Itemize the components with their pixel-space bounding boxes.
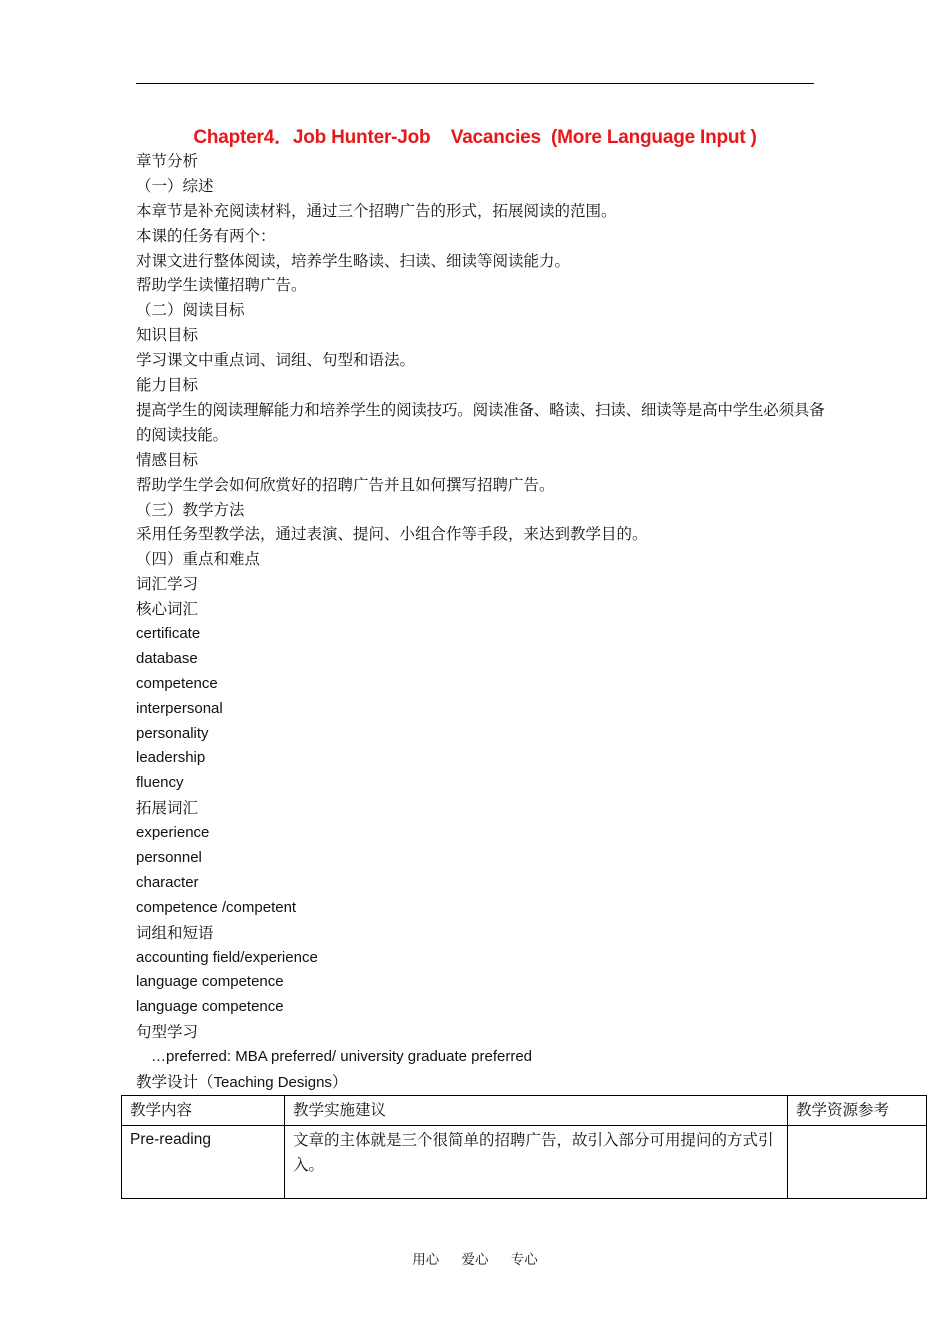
subsection-heading: （三）教学方法: [136, 500, 245, 519]
vocab-word: competence /competent: [136, 898, 297, 916]
table-cell: Pre-reading: [122, 1125, 285, 1198]
document-body: [136, 149, 826, 1095]
paragraph: 提高学生的阅读理解能力和培养学生的阅读技巧。阅读准备、略读、扫读、细读等是高中学生必须具备的阅读技能。: [136, 400, 825, 444]
table-header-row: [122, 1096, 927, 1126]
phrase: accounting field/experience: [136, 948, 318, 966]
design-label-en: Teaching Designs: [213, 1073, 332, 1091]
table-cell: 文章的主体就是三个很简单的招聘广告，故引入部分可用提问的方式引入。: [285, 1125, 788, 1198]
paragraph: 本章节是补充阅读材料，通过三个招聘广告的形式，拓展阅读的范围。: [136, 201, 617, 220]
sentence-pattern: …preferred: MBA preferred/ university graduate preferred: [151, 1048, 533, 1066]
paragraph: 词组和短语: [136, 923, 214, 942]
teaching-design-table: [121, 1095, 927, 1199]
paragraph: 拓展词汇: [136, 799, 199, 818]
vocab-word: fluency: [136, 774, 184, 792]
vocab-word: interpersonal: [136, 699, 223, 717]
paragraph: 能力目标: [136, 376, 199, 395]
paragraph: 对课文进行整体阅读，培养学生略读、扫读、细读等阅读能力。: [136, 251, 571, 270]
vocab-word: leadership: [136, 749, 206, 767]
vocab-word: database: [136, 649, 198, 667]
vocab-word: personnel: [136, 848, 202, 866]
subsection-heading: （一）综述: [136, 176, 214, 195]
paragraph: 帮助学生读懂招聘广告。: [136, 276, 307, 295]
phrase: language competence: [136, 998, 284, 1016]
paragraph: 核心词汇: [136, 600, 199, 619]
vocab-word: experience: [136, 824, 210, 842]
table-cell: [788, 1125, 927, 1198]
paragraph: 本课的任务有两个：: [136, 226, 276, 245]
vocab-word: certificate: [136, 624, 201, 642]
table-header-cell: 教学内容: [122, 1096, 285, 1126]
vocab-word: competence: [136, 674, 218, 692]
paragraph: 帮助学生学会如何欣赏好的招聘广告并且如何撰写招聘广告。: [136, 475, 555, 494]
table-header-cell: 教学资源参考: [788, 1096, 927, 1126]
paragraph: 采用任务型教学法，通过表演、提问、小组合作等手段，来达到教学目的。: [136, 525, 648, 544]
vocab-word: personality: [136, 724, 209, 742]
paragraph: 知识目标: [136, 326, 199, 345]
page-footer: 用心 爱心 专心: [412, 1252, 538, 1268]
subsection-heading: （二）阅读目标: [136, 301, 245, 320]
paragraph: 学习课文中重点词、词组、句型和语法。: [136, 351, 416, 370]
paragraph: 句型学习: [136, 1023, 199, 1042]
design-label: [136, 1070, 826, 1095]
header-rule: [136, 83, 814, 84]
table-header-cell: 教学实施建议: [285, 1096, 788, 1126]
section-heading: 章节分析: [136, 152, 199, 170]
paragraph: 情感目标: [136, 450, 199, 469]
design-label-prefix: 教学设计（: [136, 1072, 214, 1091]
subsection-heading: （四）重点和难点: [136, 550, 261, 569]
document-title: Chapter4．Job Hunter-Job Vacancies (More Language Input ): [193, 127, 757, 148]
table-row: [122, 1125, 927, 1198]
phrase: language competence: [136, 973, 284, 991]
paragraph: 词汇学习: [136, 575, 199, 594]
vocab-word: character: [136, 873, 199, 891]
design-label-suffix: ）: [331, 1072, 348, 1091]
